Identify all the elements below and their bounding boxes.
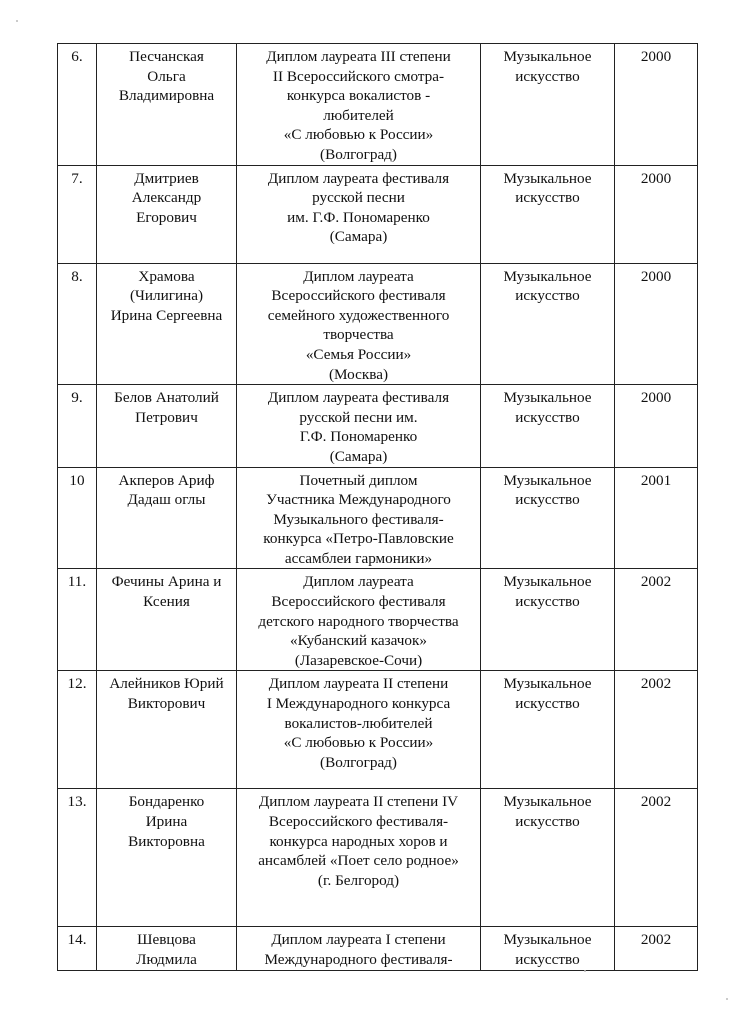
field-cell: Музыкальное искусство <box>481 569 615 671</box>
year-cell: 2002 <box>615 671 698 789</box>
award-cell: Диплом лауреата фестиваля русской песни им. Г.Ф. Пономаренко (Самара) <box>237 385 481 467</box>
field-cell: Музыкальное искусство <box>481 385 615 467</box>
row-number-cell: 12. <box>58 671 97 789</box>
year-cell: 2000 <box>615 44 698 166</box>
row-number-cell: 7. <box>58 165 97 263</box>
row-number-cell: 13. <box>58 789 97 927</box>
row-number-cell: 11. <box>58 569 97 671</box>
award-cell: Диплом лауреата III степени II Всероссийского смотра- конкурса вокалистов - любителей «С любовью к России» (Волгоград) <box>237 44 481 166</box>
row-number-cell: 10 <box>58 467 97 569</box>
scan-speck <box>584 970 586 972</box>
person-name-cell: Белов Анатолий Петрович <box>97 385 237 467</box>
person-name-cell: Фечины Арина и Ксения <box>97 569 237 671</box>
field-cell: Музыкальное искусство <box>481 165 615 263</box>
table-row <box>58 789 698 927</box>
person-name-cell: Храмова (Чилигина) Ирина Сергеевна <box>97 263 237 385</box>
field-cell: Музыкальное искусство <box>481 44 615 166</box>
year-cell: 2001 <box>615 467 698 569</box>
award-cell: Диплом лауреата фестиваля русской песни им. Г.Ф. Пономаренко (Самара) <box>237 165 481 263</box>
row-number-cell: 9. <box>58 385 97 467</box>
year-cell: 2000 <box>615 385 698 467</box>
table-row <box>58 927 698 970</box>
field-cell: Музыкальное искусство <box>481 263 615 385</box>
scan-speck <box>726 998 728 1000</box>
person-name-cell: Акперов Ариф Дадаш оглы <box>97 467 237 569</box>
table-row <box>58 569 698 671</box>
row-number-cell: 14. <box>58 927 97 970</box>
table-row <box>58 385 698 467</box>
table-row <box>58 671 698 789</box>
table-row <box>58 467 698 569</box>
award-cell: Диплом лауреата I степени Международного фестиваля- <box>237 927 481 970</box>
year-cell: 2002 <box>615 927 698 970</box>
field-cell: Музыкальное искусство <box>481 789 615 927</box>
awards-table <box>57 43 698 971</box>
person-name-cell: Песчанская Ольга Владимировна <box>97 44 237 166</box>
table-row <box>58 263 698 385</box>
field-cell: Музыкальное искусство <box>481 927 615 970</box>
person-name-cell: Алейников Юрий Викторович <box>97 671 237 789</box>
award-cell: Диплом лауреата Всероссийского фестиваля детского народного творчества «Кубанский казачок» (Лазаревское-Сочи) <box>237 569 481 671</box>
person-name-cell: Шевцова Людмила <box>97 927 237 970</box>
year-cell: 2002 <box>615 569 698 671</box>
award-cell: Диплом лауреата II степени I Международного конкурса вокалистов-любителей «С любовью к России» (Волгоград) <box>237 671 481 789</box>
person-name-cell: Дмитриев Александр Егорович <box>97 165 237 263</box>
field-cell: Музыкальное искусство <box>481 467 615 569</box>
table-row <box>58 44 698 166</box>
award-cell: Диплом лауреата Всероссийского фестиваля семейного художественного творчества «Семья России» (Москва) <box>237 263 481 385</box>
year-cell: 2000 <box>615 165 698 263</box>
year-cell: 2000 <box>615 263 698 385</box>
year-cell: 2002 <box>615 789 698 927</box>
row-number-cell: 8. <box>58 263 97 385</box>
award-cell: Почетный диплом Участника Международного Музыкального фестиваля- конкурса «Петро-Павловские ассамблеи гармоники» <box>237 467 481 569</box>
person-name-cell: Бондаренко Ирина Викторовна <box>97 789 237 927</box>
field-cell: Музыкальное искусство <box>481 671 615 789</box>
row-number-cell: 6. <box>58 44 97 166</box>
table-row <box>58 165 698 263</box>
award-cell: Диплом лауреата II степени IV Всероссийского фестиваля- конкурса народных хоров и ансамблей «Поет село родное» (г. Белгород) <box>237 789 481 927</box>
scan-speck <box>16 20 18 22</box>
